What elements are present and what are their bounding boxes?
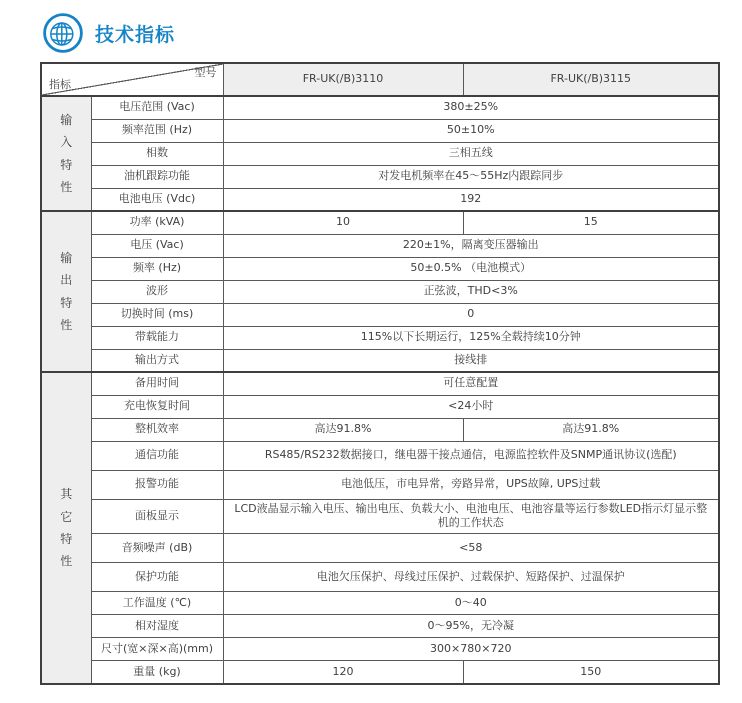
spec-value-cell: 0～40 (223, 592, 719, 615)
spec-value-cell: 对发电机频率在45～55Hz内跟踪同步 (223, 165, 719, 188)
corner-indicator-label: 指标 (49, 78, 71, 92)
spec-label-cell: 切换时间 (ms) (91, 303, 223, 326)
table-row (41, 615, 719, 638)
globe-icon (42, 12, 84, 54)
spec-label-cell: 频率范围 (Hz) (91, 119, 223, 142)
table-row (41, 326, 719, 349)
spec-label-cell: 相数 (91, 142, 223, 165)
spec-label-cell: 功率 (kVA) (91, 211, 223, 234)
model-column-header-1: FR-UK(/B)3110 (223, 63, 463, 96)
spec-label-cell: 音频噪声 (dB) (91, 534, 223, 563)
table-row (41, 211, 719, 234)
spec-value-cell: 120 (223, 661, 463, 684)
spec-label-cell: 输出方式 (91, 349, 223, 372)
spec-value-cell: 380±25% (223, 96, 719, 119)
spec-value-cell: 可任意配置 (223, 372, 719, 395)
table-row (41, 234, 719, 257)
spec-value-cell: RS485/RS232数据接口，继电器干接点通信，电源监控软件及SNMP通讯协议(选配) (223, 441, 719, 470)
spec-label-cell: 保护功能 (91, 563, 223, 592)
table-row (41, 563, 719, 592)
spec-value-cell: 高达91.8% (223, 418, 463, 441)
spec-table (40, 62, 720, 685)
spec-value-cell: 电池欠压保护、母线过压保护、过载保护、短路保护、过温保护 (223, 563, 719, 592)
spec-value-cell: 192 (223, 188, 719, 211)
table-row (41, 372, 719, 395)
spec-label-cell: 频率 (Hz) (91, 257, 223, 280)
table-row (41, 638, 719, 661)
spec-value-cell: 15 (463, 211, 719, 234)
table-row (41, 349, 719, 372)
spec-label-cell: 通信功能 (91, 441, 223, 470)
spec-value-cell: 三相五线 (223, 142, 719, 165)
spec-value-cell: <24小时 (223, 395, 719, 418)
spec-value-cell: LCD液晶显示输入电压、输出电压、负载大小、电池电压、电池容量等运行参数LED指示灯显示整机的工作状态 (223, 499, 719, 534)
spec-value-cell: <58 (223, 534, 719, 563)
section-header (42, 12, 175, 54)
spec-label-cell: 波形 (91, 280, 223, 303)
spec-value-cell: 50±10% (223, 119, 719, 142)
corner-cell (41, 63, 223, 96)
spec-value-cell: 0 (223, 303, 719, 326)
spec-label-cell: 电压 (Vac) (91, 234, 223, 257)
spec-label-cell: 备用时间 (91, 372, 223, 395)
table-row (41, 303, 719, 326)
table-row (41, 661, 719, 684)
model-column-header-2: FR-UK(/B)3115 (463, 63, 719, 96)
spec-label-cell: 油机跟踪功能 (91, 165, 223, 188)
table-row (41, 280, 719, 303)
spec-value-cell: 正弦波，THD<3% (223, 280, 719, 303)
group-label: 输入特性 (60, 113, 73, 194)
spec-label-cell: 电压范围 (Vac) (91, 96, 223, 119)
spec-value-cell: 220±1%，隔离变压器输出 (223, 234, 719, 257)
spec-label-cell: 带载能力 (91, 326, 223, 349)
table-row (41, 395, 719, 418)
group-cell-other (41, 372, 91, 684)
group-cell-input (41, 96, 91, 211)
spec-value-cell: 高达91.8% (463, 418, 719, 441)
spec-label-cell: 面板显示 (91, 499, 223, 534)
spec-label-cell: 报警功能 (91, 470, 223, 499)
spec-table-container (40, 62, 720, 685)
spec-value-cell: 150 (463, 661, 719, 684)
spec-label-cell: 重量 (kg) (91, 661, 223, 684)
corner-model-label: 型号 (194, 66, 217, 79)
table-row (41, 592, 719, 615)
spec-value-cell: 10 (223, 211, 463, 234)
spec-value-cell: 300×780×720 (223, 638, 719, 661)
table-row (41, 418, 719, 441)
table-row (41, 470, 719, 499)
spec-label-cell: 尺寸(宽×深×高)(mm) (91, 638, 223, 661)
header-row (41, 63, 719, 96)
page-title: 技术指标 (95, 23, 176, 46)
group-cell-output (41, 211, 91, 372)
table-row (41, 188, 719, 211)
spec-value-cell: 50±0.5% （电池模式） (223, 257, 719, 280)
table-row (41, 499, 719, 534)
group-label: 输出特性 (60, 251, 73, 332)
spec-value-cell: 115%以下长期运行，125%全载持续10分钟 (223, 326, 719, 349)
spec-label-cell: 充电恢复时间 (91, 395, 223, 418)
spec-label-cell: 电池电压 (Vdc) (91, 188, 223, 211)
spec-label-cell: 整机效率 (91, 418, 223, 441)
table-row (41, 119, 719, 142)
spec-value-cell: 0～95%，无冷凝 (223, 615, 719, 638)
spec-label-cell: 工作温度 (℃) (91, 592, 223, 615)
group-label: 其它特性 (60, 487, 73, 569)
spec-label-cell: 相对湿度 (91, 615, 223, 638)
table-row (41, 257, 719, 280)
table-row (41, 165, 719, 188)
table-row (41, 534, 719, 563)
table-row (41, 441, 719, 470)
spec-value-cell: 电池低压，市电异常，旁路异常，UPS故障, UPS过载 (223, 470, 719, 499)
table-row (41, 96, 719, 119)
table-row (41, 142, 719, 165)
spec-value-cell: 接线排 (223, 349, 719, 372)
